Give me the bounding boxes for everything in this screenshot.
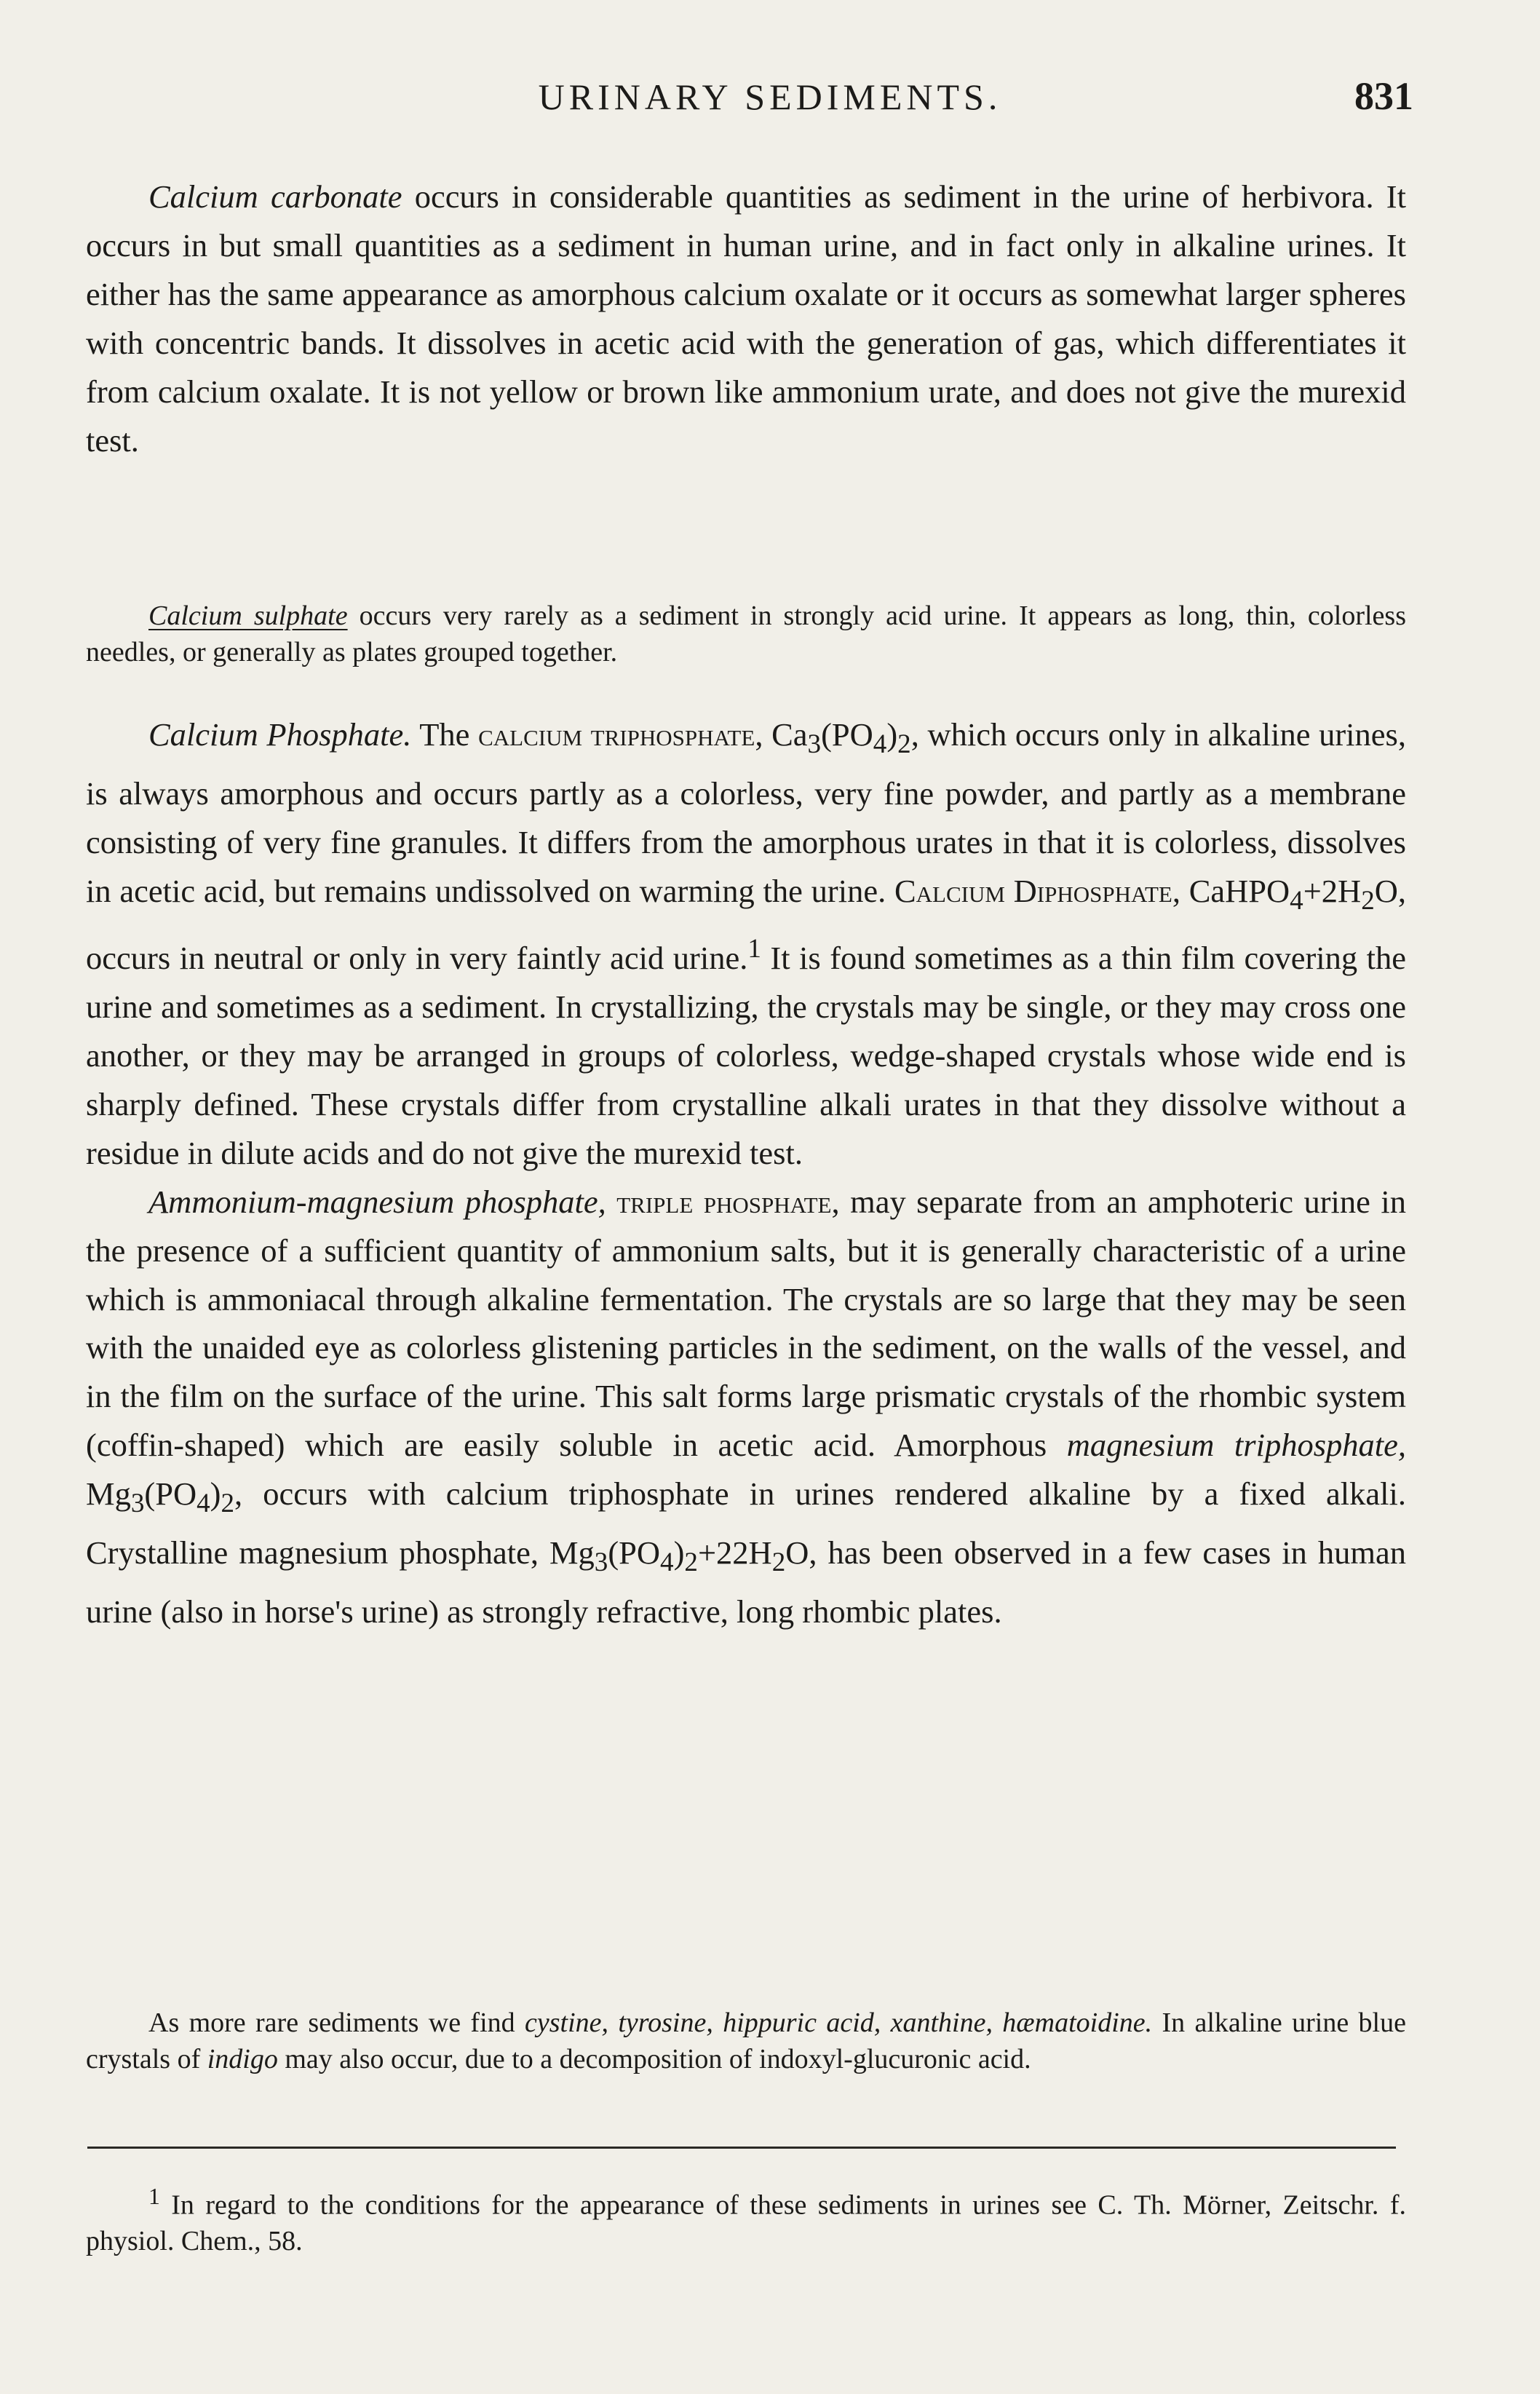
ammonium-magnesium-text-2: Mg — [86, 1475, 131, 1513]
formula-subscript: 4 — [873, 729, 887, 759]
ammonium-magnesium-text-1: , may separate from an amphoteric urine in the presence of a sufficient quantity of ammonium salts, but it is generally characteristic of a urine which is ammoniacal through alkaline fermentation. The crystals are so large that they may be seen with the unaided eye as colorless glistening particles in the sediment, on the walls of the vessel, and in the film on the surface of the urine. This salt forms large prismatic crystals of the rhombic system (coffin-shaped) which are easily soluble in acetic acid. Amorphous — [86, 1183, 1406, 1464]
ammonium-magnesium-paragraph — [86, 1178, 1406, 1636]
calcium-phosphate-text-3: (PO — [821, 716, 873, 753]
calcium-phosphate-text-5: , which occurs only in alkaline urines, is always amorphous and occurs partly as a colorless, very fine powder, and partly as a membrane consisting of very fine granules. It differs from the amorphous urates in that it is colorless, dissolves in acetic acid, but remains undissolved on warming the urine. — [86, 716, 1406, 909]
calcium-phosphate-text-9: It is found sometimes as a thin film covering the urine and sometimes as a sediment. In crystallizing, the crystals may be single, or they may cross one another, or they may be arranged in groups of colorless, wedge-shaped crystals whose wide end is sharply defined. These crystals differ from crystalline alkali urates in that they dissolve without a residue in dilute acids and do not give the murexid test. — [86, 940, 1406, 1171]
calcium-sulphate-term: Calcium sulphate — [148, 601, 348, 631]
calcium-phosphate-text-7: +2H — [1303, 872, 1362, 909]
calcium-carbonate-paragraph — [86, 173, 1406, 464]
ammonium-magnesium-text-7: ) — [673, 1534, 685, 1571]
indigo-term: indigo — [207, 2043, 278, 2074]
formula-subscript: 2 — [771, 1547, 786, 1577]
rare-sediments-section — [86, 2005, 1406, 2077]
ammonium-magnesium-text-9: O, has been observed in a few cases in human urine (also in horse's urine) as strongly refractive, long rhombic plates. — [86, 1534, 1406, 1630]
calcium-carbonate-section — [86, 173, 1406, 464]
footnote-reference: 1 — [747, 934, 761, 964]
rare-sediments-text-3: may also occur, due to a decomposition of indoxyl-glucuronic acid. — [277, 2043, 1031, 2074]
rare-sediments-text-1: As more rare sediments we find — [148, 2007, 525, 2038]
rare-sediments-paragraph — [86, 2005, 1406, 2077]
formula-subscript: 2 — [221, 1489, 235, 1519]
ammonium-magnesium-text-4: ) — [210, 1475, 221, 1513]
calcium-phosphate-text-2: , Ca — [755, 716, 808, 753]
calcium-sulphate-text: occurs very rarely as a sediment in strongly acid urine. It appears as long, thin, colorless needles, or generally as plates grouped together. — [86, 601, 1406, 667]
formula-subscript: 2 — [897, 729, 911, 759]
calcium-diphosphate-term: Calcium Diphosphate — [894, 872, 1172, 909]
calcium-sulphate-paragraph — [86, 598, 1406, 670]
calcium-carbonate-text: occurs in considerable quantities as sediment in the urine of herbivora. It occurs in but small quantities as a sediment in human urine, and in fact only in alkaline urines. It either has the same appearance as amorphous calcium oxalate or it occurs as somewhat larger spheres with concentric bands. It dissolves in acetic acid with the generation of gas, which differentiates it from calcium oxalate. It is not yellow or brown like ammonium urate, and does not give the murexid test. — [86, 178, 1406, 459]
footnote-mark: 1 — [148, 2184, 160, 2209]
formula-subscript: 3 — [807, 729, 822, 759]
calcium-triphosphate-term: calcium triphosphate — [478, 716, 755, 753]
triple-phosphate-term: triple phosphate — [616, 1183, 832, 1220]
formula-subscript: 4 — [1290, 885, 1303, 916]
calcium-phosphate-text-1: The — [411, 716, 479, 753]
formula-subscript: 4 — [660, 1547, 674, 1577]
calcium-phosphate-term: Calcium Phosphate. — [148, 716, 412, 753]
ammonium-magnesium-text-8: +22H — [697, 1534, 772, 1571]
footnote-text: In regard to the conditions for the appearance of these sediments in urines see C. Th. Mörner, Zeitschr. f. physiol. Chem., 58. — [86, 2189, 1406, 2257]
formula-subscript: 3 — [594, 1547, 608, 1577]
page-number: 831 — [1354, 74, 1413, 118]
formula-subscript: 3 — [130, 1489, 145, 1519]
rare-sediments-text-2: In alkaline urine blue crystals of — [86, 2007, 1406, 2074]
footnote-section — [86, 2179, 1406, 2260]
rare-sediments-list: cystine, tyrosine, hippuric acid, xanthine, hæmatoidine. — [524, 2007, 1153, 2038]
ammonium-magnesium-term: Ammonium-magnesium phosphate, — [148, 1183, 606, 1220]
phosphate-section — [86, 710, 1406, 1636]
ammonium-magnesium-text-5: , occurs with calcium triphosphate in urines rendered alkaline by a fixed alkali. Crystalline magnesium phosphate, Mg — [86, 1475, 1406, 1571]
calcium-phosphate-text-8: O, occurs in neutral or only in very faintly acid urine. — [86, 872, 1406, 977]
magnesium-triphosphate-term: magnesium triphosphate, — [1066, 1427, 1406, 1464]
calcium-phosphate-text-6: , CaHPO — [1172, 872, 1290, 909]
calcium-phosphate-text-4: ) — [886, 716, 898, 753]
calcium-sulphate-section — [86, 598, 1406, 670]
formula-subscript: 2 — [1361, 885, 1375, 916]
formula-subscript: 2 — [684, 1547, 698, 1577]
running-title: URINARY SEDIMENTS. — [538, 76, 1002, 117]
ammonium-magnesium-text-3: (PO — [144, 1475, 197, 1513]
footnote-divider — [87, 2147, 1396, 2149]
ammonium-magnesium-text-6: (PO — [608, 1534, 661, 1571]
footnote-paragraph — [86, 2179, 1406, 2260]
formula-subscript: 4 — [197, 1489, 210, 1519]
calcium-carbonate-term: Calcium carbonate — [148, 178, 402, 215]
calcium-phosphate-paragraph — [86, 710, 1406, 1178]
